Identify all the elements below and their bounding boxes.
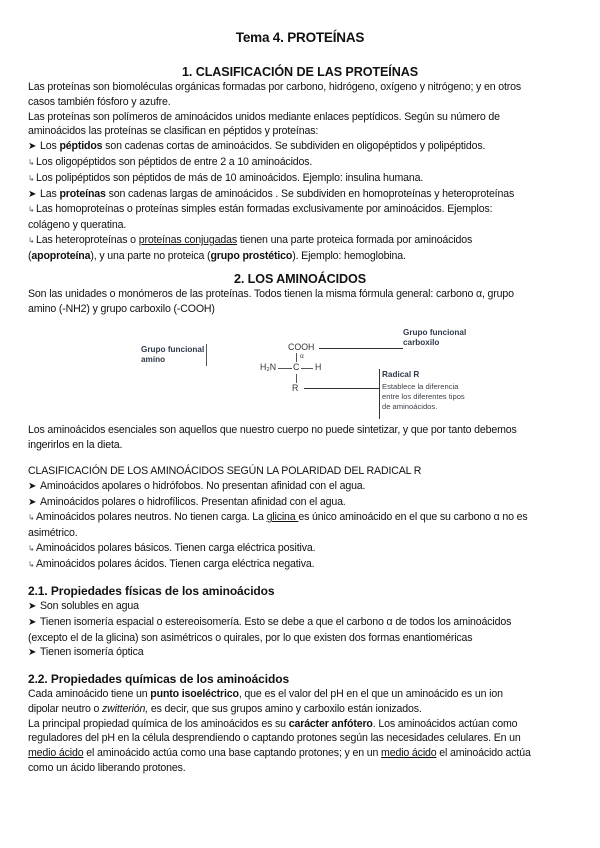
clasificacion-block <box>28 464 576 573</box>
term-medio-acido: medio ácido <box>381 747 437 760</box>
radical-r-title: Radical R <box>382 370 420 379</box>
section-2-intro <box>28 287 576 317</box>
text-line: La principal propiedad química de los aminoácidos es su carácter anfótero. Los aminoácidos actúan como <box>28 717 518 730</box>
radical-leader-line <box>304 388 379 389</box>
term-peptidos: péptidos <box>59 140 103 153</box>
text-line: aminoácidos las proteínas se clasifican en péptidos y proteínas: <box>28 125 319 138</box>
text-line: asimétrico. <box>28 527 78 540</box>
hydrogen: H <box>315 362 322 372</box>
alpha-symbol: α <box>300 353 304 360</box>
arrow-bullet-icon: ➤ <box>28 616 37 628</box>
arrow-bullet-icon: ➤ <box>28 496 37 508</box>
section-1-heading: 1. CLASIFICACIÓN DE LAS PROTEÍNAS <box>182 65 418 79</box>
section-1-body <box>28 80 576 264</box>
text-line: ingerirlos en la dieta. <box>28 438 123 451</box>
sub-arrow-icon: ↳ <box>28 205 35 215</box>
text-line: Las proteínas son biomoléculas orgánicas formadas por carbono, hidrógeno, oxígeno y nitrógeno; y en otros <box>28 81 522 93</box>
text-line: Cada aminoácido tiene un punto isoeléctrico, que es el valor del pH en el que un aminoácido es un ion <box>28 688 503 700</box>
text-line: dipolar neutro o zwitterión, es decir, que sus grupos amino y carboxilo están ionizados. <box>28 702 422 715</box>
divider <box>206 344 207 366</box>
term-caracter-anfotero: carácter anfótero <box>288 717 373 730</box>
sub-arrow-icon: ↳ <box>28 559 35 569</box>
list-item: ➤ Tienen isomería óptica <box>28 645 576 661</box>
term-punto-isoelectrico: punto isoeléctrico <box>150 688 239 700</box>
sub-arrow-icon: ↳ <box>28 157 35 167</box>
text-line: (excepto el de la glicina) son asimétricos o quirales, por lo que existen dos formas enantioméricas <box>28 631 473 644</box>
list-item-polares: ➤ Aminoácidos polares o hidrofílicos. Presentan afinidad con el agua. <box>28 495 576 511</box>
term-proteinas: proteínas <box>59 187 106 200</box>
term-glicina: glicina <box>266 511 299 524</box>
arrow-bullet-icon: ➤ <box>28 141 37 153</box>
arrow-bullet-icon: ➤ <box>28 601 37 612</box>
section-2-2-heading: 2.2. Propiedades químicas de los aminoácidos <box>28 672 290 686</box>
r-group: R <box>292 383 299 393</box>
bond <box>296 353 297 362</box>
carboxyl-leader-line <box>319 348 403 349</box>
text-line: casos también fósforo y azufre. <box>28 95 171 108</box>
sub-item-oligo: ↳Los oligopéptidos son péptidos de entre 2 a 10 aminoácidos. <box>28 155 576 171</box>
text-line: (apoproteína), y una parte no proteica (grupo prostético). Ejemplo: hemoglobina. <box>28 249 406 262</box>
bond <box>296 374 297 383</box>
clasificacion-heading: CLASIFICACIÓN DE LOS AMINOÁCIDOS SEGÚN LA POLARIDAD DEL RADICAL R <box>28 465 422 477</box>
amino-group-label: Grupo funcional amino <box>141 345 205 364</box>
term-apoproteina: apoproteína <box>31 249 91 262</box>
text-line: reguladores del pH en la célula desprendiendo o captando protones según las necesidades celulares. En un <box>28 732 521 745</box>
section-2-1-body <box>28 599 576 661</box>
arrow-bullet-icon: ➤ <box>28 480 37 492</box>
arrow-bullet-icon: ➤ <box>28 647 37 659</box>
text-line: como un ácido liberando protones. <box>28 761 186 774</box>
list-item: ➤ Son solubles en agua <box>28 599 576 615</box>
sub-arrow-icon: ↳ <box>28 543 35 553</box>
list-item-peptidos: ➤ Los péptidos son cadenas cortas de aminoácidos. Se subdividen en oligopéptidos y polipéptidos. <box>28 139 576 155</box>
section-2-heading: 2. LOS AMINOÁCIDOS <box>233 272 367 286</box>
sub-item-hetero: ↳Las heteroproteínas o proteínas conjugadas tienen una parte proteica formada por aminoácidos <box>28 233 576 249</box>
text-line: Son las unidades o monómeros de las proteínas. Todos tienen la misma fórmula general: carbono α, grupo <box>28 288 514 300</box>
text-line: amino (-NH2) y grupo carboxilo (-COOH) <box>28 302 215 315</box>
term-medio-acido: medio ácido <box>28 747 84 760</box>
sub-item-poli: ↳Los polipéptidos son péptidos de más de 10 aminoácidos. Ejemplo: insulina humana. <box>28 171 576 187</box>
section-2-1-heading: 2.1. Propiedades físicas de los aminoácidos <box>28 584 275 598</box>
sub-arrow-icon: ↳ <box>28 513 35 523</box>
esenciales-paragraph <box>28 423 576 453</box>
term-grupo-prostetico: grupo prostético <box>210 249 293 262</box>
bond <box>278 368 292 369</box>
sub-item-basicos: ↳Aminoácidos polares básicos. Tienen carga eléctrica positiva. <box>28 541 576 557</box>
text-line: Las proteínas son polímeros de aminoácidos unidos mediante enlaces peptídicos. Según su número de <box>28 110 500 123</box>
list-item: ➤ Tienen isomería espacial o estereoisomería. Esto se debe a que el carbono α de todos los aminoácidos <box>28 615 576 631</box>
radical-r-note: Establece la diferencia entre los diferentes tipos de aminoácidos. <box>382 382 465 411</box>
carboxyl-group-label: Grupo funcional carboxilo <box>403 328 467 347</box>
arrow-bullet-icon: ➤ <box>28 188 37 200</box>
sub-item-acidos: ↳Aminoácidos polares ácidos. Tienen carga eléctrica negativa. <box>28 557 576 573</box>
alpha-carbon: C <box>293 362 300 372</box>
text-line: colágeno y queratina. <box>28 219 127 232</box>
amine-group: H₂N <box>260 362 277 372</box>
document-title: Tema 4. PROTEÍNAS <box>235 30 365 45</box>
cooh-group: COOH <box>288 342 315 352</box>
text-line: Los aminoácidos esenciales son aquellos que nuestro cuerpo no puede sintetizar, y que por tanto debemos <box>28 424 517 436</box>
sub-arrow-icon: ↳ <box>28 235 35 245</box>
radical-bracket <box>379 369 380 419</box>
sub-arrow-icon: ↳ <box>28 173 35 183</box>
section-2-2-body <box>28 687 576 776</box>
text-line: medio ácido el aminoácido actúa como una base captando protones; y en un medio ácido el aminoácido actúa <box>28 747 531 760</box>
term-zwitterion: zwitterión, <box>102 702 149 715</box>
sub-item-neutros: ↳Aminoácidos polares neutros. No tienen carga. La glicina es único aminoácido en el que su carbono α no es <box>28 510 576 526</box>
list-item-apolares: ➤ Aminoácidos apolares o hidrófobos. No presentan afinidad con el agua. <box>28 479 576 495</box>
sub-item-homo: ↳Las homoproteínas o proteínas simples están formadas exclusivamente por aminoácidos. Ejemplos: <box>28 202 576 218</box>
term-proteinas-conjugadas: proteínas conjugadas <box>138 233 238 246</box>
bond <box>301 368 313 369</box>
amino-acid-structure-diagram <box>120 322 480 422</box>
list-item-proteinas: ➤ Las proteínas son cadenas largas de aminoácidos . Se subdividen en homoproteínas y heteroproteínas <box>28 187 576 203</box>
